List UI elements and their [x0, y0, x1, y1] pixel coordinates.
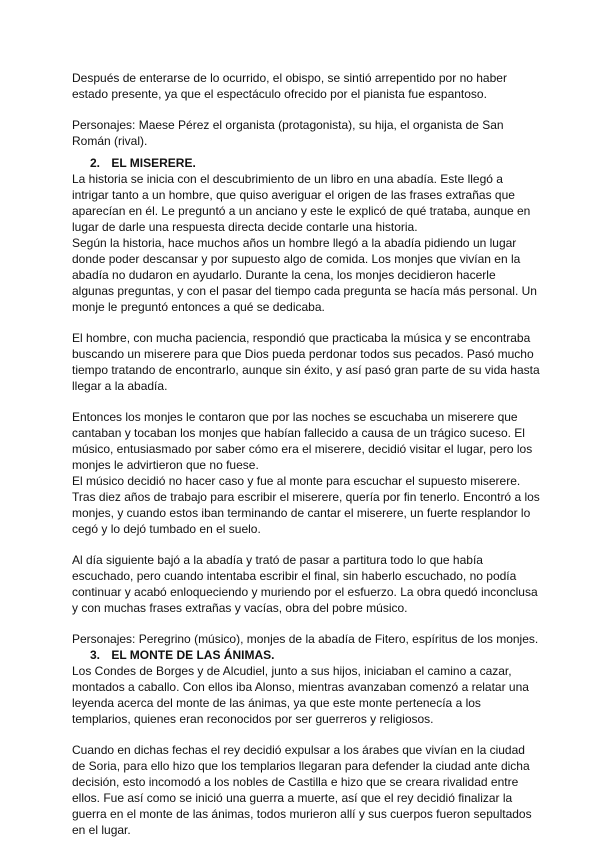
spacer: [72, 616, 540, 631]
spacer: [72, 727, 540, 742]
section-number-2: 2.: [90, 156, 101, 170]
spacer: [72, 315, 540, 330]
paragraph-s2-6: Al día siguiente bajó a la abadía y trató de pasar a partitura todo lo que había escuchado, pero cuando intentaba escribir el final, sin haberlo escuchado, no podía continuar y acabó enloqueciendo y muriendo por el esfuerzo. La obra quedó inconclusa y con muchas frases extrañas y vacías, obra del pobre músico.: [72, 553, 538, 615]
paragraph-intro: Después de enterarse de lo ocurrido, el obispo, se sintió arrepentido por no haber estado presente, ya que el espectáculo ofrecido por el pianista fue espantoso.: [72, 71, 507, 101]
spacer: [72, 102, 540, 117]
paragraph-s3-2: Cuando en dichas fechas el rey decidió expulsar a los árabes que vivían en la ciudad de Soria, para ello hizo que los templarios llegaran para defender la ciudad ante dicha decisión, esto incomodó a los nobles de Castilla e hizo que se creara rivalidad entre ellos. Fue así como se inició una guerra a muerte, así que el rey decidió finalizar la guerra en el monte de las ánimas, todos murieron allí y sus cuerpos fueron sepultados en el lugar.: [72, 743, 532, 837]
section-number-3: 3.: [90, 648, 101, 662]
paragraph-s3-1: Los Condes de Borges y de Alcudiel, junto a sus hijos, iniciaban el camino a cazar, montados a caballo. Con ellos iba Alonso, mientras avanzaban comenzó a relatar una leyenda acerca del monte de las ánimas, ya que este monte pertenecía a los templarios, quienes eran reconocidos por ser guerreros y religiosos.: [72, 664, 529, 726]
paragraph-s2-1: La historia se inicia con el descubrimiento de un libro en una abadía. Este llegó a intrigar tanto a un hombre, que quiso averiguar el origen de las frases extrañas que aparecían en él. Le preguntó a un anciano y este le explicó de qué trataba, aunque en lugar de darle una respuesta directa decide contarle una historia.: [72, 172, 531, 234]
section-heading-3: [72, 647, 540, 663]
document-page: [72, 70, 540, 838]
paragraph-s2-3: El hombre, con mucha paciencia, respondió que practicaba la música y se encontraba buscando un miserere para que Dios pueda perdonar todos sus pecados. Pasó mucho tiempo tratando de encontrarlo, aunque sin éxito, y así pasó gran parte de su vida hasta llegar a la abadía.: [72, 331, 540, 393]
paragraph-personajes-2: Personajes: Peregrino (músico), monjes de la abadía de Fitero, espíritus de los monjes.: [72, 632, 539, 646]
paragraph-personajes-1: Personajes: Maese Pérez el organista (protagonista), su hija, el organista de San Román (rival).: [72, 118, 504, 148]
paragraph-s2-5: El músico decidió no hacer caso y fue al monte para escuchar el supuesto miserere. Tras diez años de trabajo para escribir el miserere, quería por fin tenerlo. Encontró a los monjes, y cuando estos iban terminando de cantar el miserere, un fuerte resplandor lo cegó y lo dejó tumbado en el suelo.: [72, 474, 540, 536]
spacer: [72, 394, 540, 409]
section-title-3: EL MONTE DE LAS ÁNIMAS.: [111, 648, 275, 662]
paragraph-s2-2: Según la historia, hace muchos años un hombre llegó a la abadía pidiendo un lugar donde poder descansar y por supuesto algo de comida. Los monjes que vivían en la abadía no dudaron en ayudarlo. Durante la cena, los monjes decidieron hacerle algunas preguntas, y con el pasar del tiempo cada pregunta se hacía más personal. Un monje le preguntó entonces a qué se dedicaba.: [72, 236, 537, 314]
spacer: [72, 537, 540, 552]
section-title-2: EL MISERERE.: [111, 156, 196, 170]
paragraph-s2-4: Entonces los monjes le contaron que por las noches se escuchaba un miserere que cantaban y tocaban los monjes que habían fallecido a causa de un trágico suceso. El músico, entusiasmado por saber cómo era el miserere, decidió visitar el lugar, pero los monjes le advirtieron que no fuese.: [72, 410, 533, 472]
section-heading-2: [72, 155, 540, 171]
